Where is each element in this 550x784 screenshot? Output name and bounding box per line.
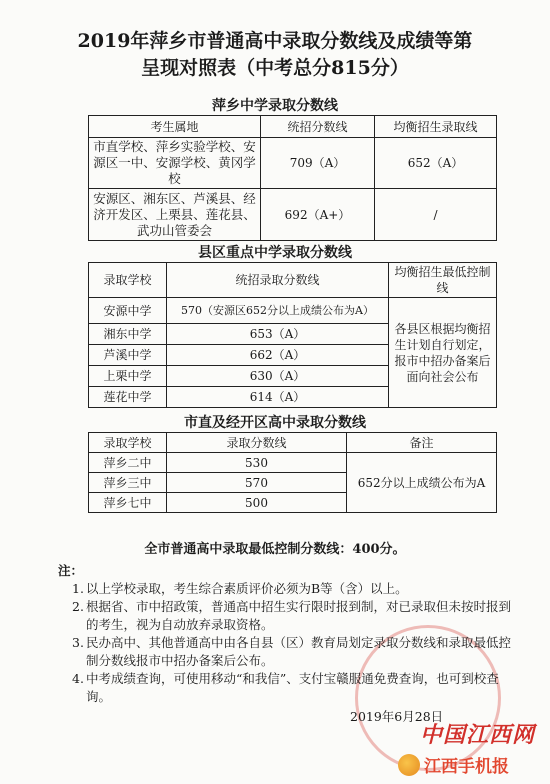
header-cell: 均衡招生录取线 [375,116,497,138]
school-cell: 安源中学 [89,298,167,324]
balance-cell: 652（A） [375,138,497,189]
section1-table [88,115,497,241]
school-cell: 湘东中学 [89,324,167,345]
balance-note-cell: 各县区根据均衡招生计划自行划定，报市中招办备案后面向社会公布 [389,298,497,408]
section2-title: 县区重点中学录取分数线 [198,245,352,261]
remark-cell: 652分以上成绩公布为A [347,453,497,513]
note-item [72,580,512,598]
area-cell: 安源区、湘东区、芦溪县、经济开发区、上栗县、莲花县、武功山管委会 [89,189,261,241]
section3-table [88,432,497,513]
score-cell: 662（A） [167,345,389,366]
min-control-line: 全市普通高中录取最低控制分数线：400分。 [144,542,406,557]
note-number: 3. [72,635,84,650]
header-cell: 统招分数线 [261,116,375,138]
section3-title: 市直及经开区高中录取分数线 [184,415,366,431]
score-cell: 709（A） [261,138,375,189]
score-cell: 500 [167,493,347,513]
note-item [72,670,512,706]
table-row [89,298,497,324]
note-number: 1. [72,581,84,596]
header-cell: 统招录取分数线 [167,263,389,298]
school-cell: 上栗中学 [89,366,167,387]
header-cell: 录取分数线 [167,433,347,453]
score-cell: 692（A+） [261,189,375,241]
document-title [20,28,530,82]
school-cell: 萍乡三中 [89,473,167,493]
table-row [89,138,497,189]
area-cell: 市直学校、萍乡实验学校、安源区一中、安源学校、黄冈学校 [89,138,261,189]
header-cell: 考生属地 [89,116,261,138]
header-cell: 录取学校 [89,433,167,453]
score-cell: 530 [167,453,347,473]
header-cell: 录取学校 [89,263,167,298]
table-header-row [89,116,497,138]
title-line-2: 呈现对照表（中考总分815分） [141,57,409,79]
note-text: 根据省、市中招政策，普通高中招生实行限时报到制，对已录取但未按时报到的考生，视为自动放弃录取资格。 [86,599,512,632]
score-cell: 630（A） [167,366,389,387]
balance-cell: / [375,189,497,241]
section2-table [88,262,497,408]
header-cell: 均衡招生最低控制线 [389,263,497,298]
note-item [72,634,512,670]
table-header-row [89,263,497,298]
note-number: 4. [72,671,84,686]
header-cell: 备注 [347,433,497,453]
table-header-row [89,433,497,453]
document-date: 2019年6月28日 [350,709,444,724]
notes-section [58,562,512,706]
title-line-1: 2019年萍乡市普通高中录取分数线及成绩等第 [77,30,473,52]
score-cell: 614（A） [167,387,389,408]
note-text: 以上学校录取，考生综合素质评价必须为B等（含）以上。 [86,581,408,596]
brand-logo-icon [398,754,420,776]
score-cell: 570 [167,473,347,493]
note-text: 民办高中、其他普通高中由各自县（区）教育局划定录取分数线和录取最低控制分数线报市中招办备案后公布。 [86,635,512,668]
section1-title: 萍乡中学录取分数线 [212,98,338,114]
school-cell: 萍乡二中 [89,453,167,473]
school-cell: 芦溪中学 [89,345,167,366]
table-row [89,189,497,241]
school-cell: 萍乡七中 [89,493,167,513]
note-number: 2. [72,599,84,614]
notes-label: 注： [58,563,84,578]
watermark-sub-text: 江西手机报 [424,757,509,777]
note-text: 中考成绩查询，可使用移动“和我信”、支付宝赣服通免费查询，也可到校查询。 [86,671,499,704]
school-cell: 莲花中学 [89,387,167,408]
table-row [89,453,497,473]
score-cell: 653（A） [167,324,389,345]
score-cell: 570（安源区652分以上成绩公布为A） [167,298,389,324]
note-item [72,598,512,634]
watermark-logo-text: 中国江西网 [420,722,536,748]
watermark-brand [398,752,509,777]
